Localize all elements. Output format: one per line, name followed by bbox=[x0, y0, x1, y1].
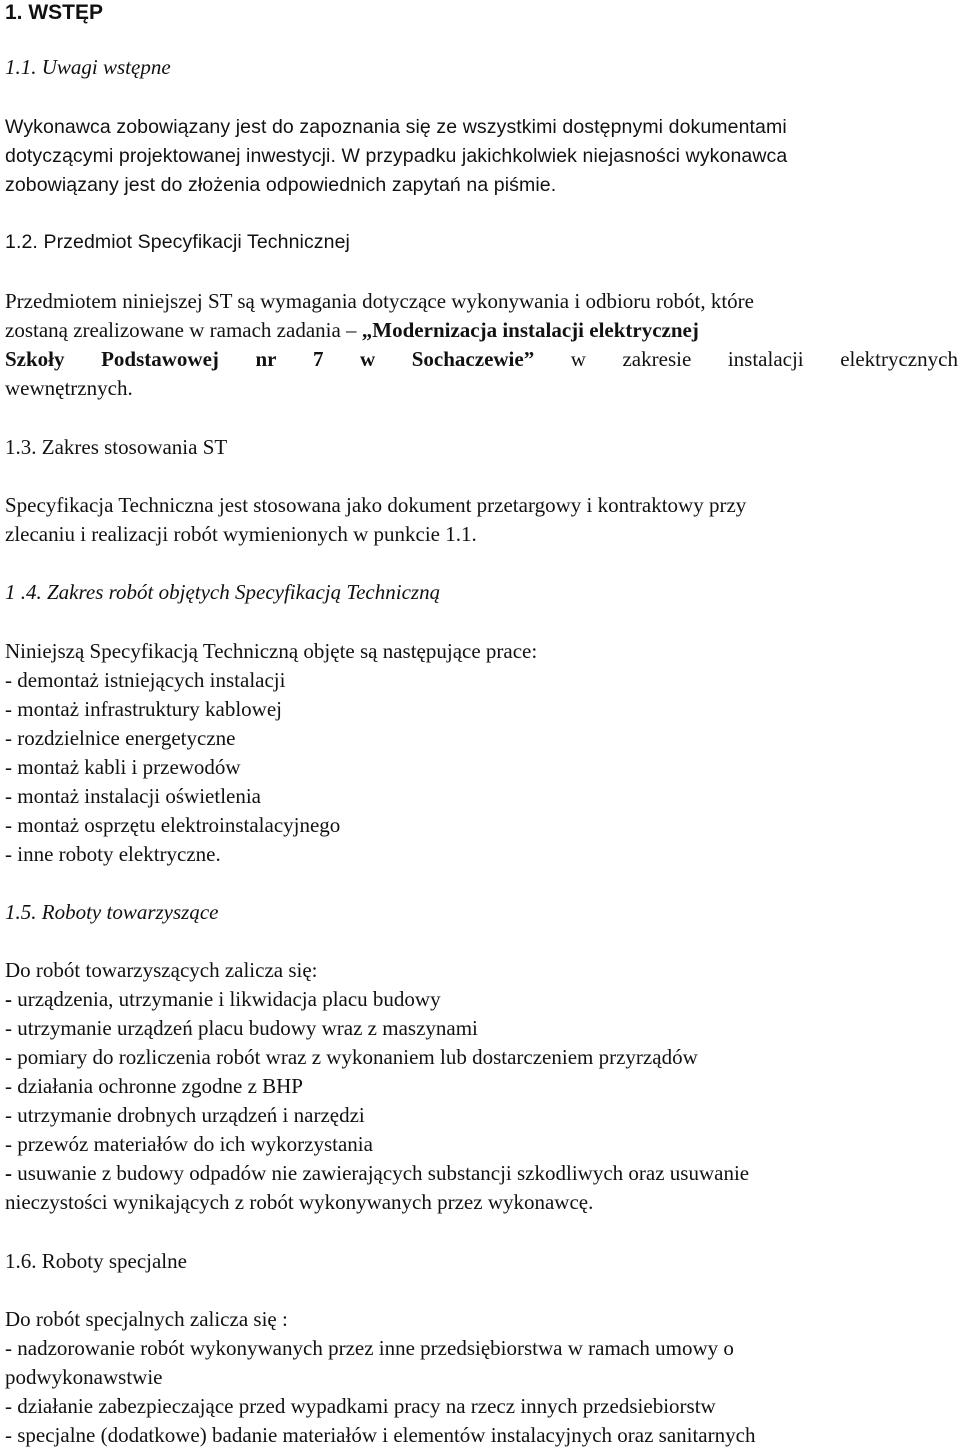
section-1-5-heading bbox=[5, 898, 218, 927]
list-dash: - bbox=[5, 1161, 12, 1185]
project-name-word: Sochaczewie” bbox=[411, 347, 535, 371]
list-item-continuation: nieczystości wynikających z robót wykonywanych przez wykonawcę. bbox=[5, 1190, 594, 1214]
paragraph-line: Specyfikacja Techniczna jest stosowana jako dokument przetargowy i kontraktowy przy bbox=[5, 493, 747, 517]
section-1-2-paragraph bbox=[5, 287, 958, 403]
list-item-text: usuwanie z budowy odpadów nie zawierających substancji szkodliwych oraz usuwanie bbox=[17, 1161, 750, 1185]
list-item-text: działania ochronne zgodne z BHP bbox=[17, 1074, 303, 1098]
project-name-word: nr bbox=[255, 347, 277, 371]
list-item: - demontaż istniejących instalacji bbox=[5, 668, 286, 692]
section-1-4-list bbox=[5, 637, 958, 869]
list-intro: Do robót towarzyszących zalicza się: bbox=[5, 958, 318, 982]
section-number: 1.1. bbox=[5, 55, 37, 79]
list-item-continuation: podwykonawstwie bbox=[5, 1365, 163, 1389]
section-1-3-heading bbox=[5, 433, 227, 462]
paragraph-line: zlecaniu i realizacji robót wymienionych w punkcie 1.1. bbox=[5, 522, 477, 546]
list-item-text: utrzymanie urządzeń placu budowy wraz z maszynami bbox=[17, 1016, 478, 1040]
project-name-word: 7 bbox=[312, 347, 324, 371]
list-item-text: pomiary do rozliczenia robót wraz z wykonaniem lub dostarczeniem przyrządów bbox=[17, 1045, 698, 1069]
line-text: zostaną zrealizowane w ramach zadania – bbox=[5, 318, 362, 342]
section-1-1-heading bbox=[5, 53, 171, 82]
list-item: - pomiary do rozliczenia robót wraz z wykonaniem lub dostarczeniem przyrządów bbox=[5, 1045, 698, 1069]
section-title: Roboty towarzyszące bbox=[41, 900, 219, 924]
list-item: - rozdzielnice energetyczne bbox=[5, 726, 236, 750]
section-1-6-list bbox=[5, 1305, 958, 1450]
paragraph-line: zobowiązany jest do złożenia odpowiednich zapytań na piśmie. bbox=[5, 174, 557, 196]
list-intro: Niniejszą Specyfikacją Techniczną objęte są następujące prace: bbox=[5, 639, 538, 663]
section-title: Zakres stosowania ST bbox=[41, 435, 228, 459]
section-number: 1.5. bbox=[5, 900, 37, 924]
project-name-word: Podstawowej bbox=[101, 347, 219, 371]
section-1-1-paragraph bbox=[5, 113, 958, 200]
project-name-word: Szkoły bbox=[5, 347, 65, 371]
list-item bbox=[5, 1159, 958, 1188]
list-item: - montaż osprzętu elektroinstalacyjnego bbox=[5, 813, 341, 837]
section-number: 1.6. bbox=[5, 1249, 37, 1273]
list-item: - nadzorowanie robót wykonywanych przez inne przedsiębiorstwa w ramach umowy o bbox=[5, 1336, 734, 1360]
project-name-part: „Modernizacja instalacji elektrycznej bbox=[361, 318, 699, 342]
section-number: 1.2. bbox=[5, 231, 38, 253]
chapter-heading: 1. WSTĘP bbox=[5, 1, 104, 24]
paragraph-line: Przedmiotem niniejszej ST są wymagania dotyczące wykonywania i odbioru robót, które bbox=[5, 289, 754, 313]
list-item-text: urządzenia, utrzymanie i likwidacja placu budowy bbox=[17, 987, 441, 1011]
line-word: w bbox=[570, 347, 586, 371]
paragraph-line: dotyczącymi projektowanej inwestycji. W przypadku jakichkolwiek niejasności wykonawca bbox=[5, 145, 788, 167]
section-1-5-list bbox=[5, 956, 958, 1217]
paragraph-line bbox=[5, 316, 958, 345]
paragraph-line: wewnętrznych. bbox=[5, 376, 133, 400]
list-item: - przewóz materiałów do ich wykorzystania bbox=[5, 1132, 373, 1156]
section-title: Przedmiot Specyfikacji Technicznej bbox=[43, 231, 350, 253]
paragraph-line: Wykonawca zobowiązany jest do zapoznania się ze wszystkimi dostępnymi dokumentami bbox=[5, 116, 787, 138]
list-dash: - bbox=[5, 987, 12, 1011]
line-word: zakresie bbox=[622, 347, 692, 371]
section-number: 1 .4. bbox=[5, 580, 42, 604]
list-item: - utrzymanie urządzeń placu budowy wraz z maszynami bbox=[5, 1016, 478, 1040]
list-item bbox=[5, 985, 958, 1014]
paragraph-justified-line bbox=[5, 345, 958, 374]
list-item-text: utrzymanie drobnych urządzeń i narzędzi bbox=[17, 1103, 365, 1127]
line-word: elektrycznych bbox=[840, 347, 958, 371]
list-item-text: przewóz materiałów do ich wykorzystania bbox=[17, 1132, 373, 1156]
list-item: - montaż infrastruktury kablowej bbox=[5, 697, 282, 721]
list-item: - działanie zabezpieczające przed wypadkami pracy na rzecz innych przedsiebiorstw bbox=[5, 1394, 716, 1418]
line-word: instalacji bbox=[727, 347, 804, 371]
list-intro: Do robót specjalnych zalicza się : bbox=[5, 1307, 288, 1331]
section-1-2-heading bbox=[5, 228, 350, 257]
section-title: Roboty specjalne bbox=[41, 1249, 187, 1273]
list-item: - montaż kabli i przewodów bbox=[5, 755, 241, 779]
project-name-word: w bbox=[360, 347, 376, 371]
list-item: - specjalne (dodatkowe) badanie materiałów i elementów instalacyjnych oraz sanitarnych bbox=[5, 1423, 756, 1447]
list-item: - utrzymanie drobnych urządzeń i narzędzi bbox=[5, 1103, 365, 1127]
section-number: 1.3. bbox=[5, 435, 37, 459]
list-item: - działania ochronne zgodne z BHP bbox=[5, 1074, 303, 1098]
section-1-6-heading bbox=[5, 1247, 187, 1276]
section-1-3-paragraph bbox=[5, 491, 958, 549]
section-1-4-heading bbox=[5, 578, 440, 607]
list-item: - montaż instalacji oświetlenia bbox=[5, 784, 261, 808]
list-item: - inne roboty elektryczne. bbox=[5, 842, 221, 866]
section-title: Uwagi wstępne bbox=[41, 55, 171, 79]
section-title: Zakres robót objętych Specyfikacją Techniczną bbox=[47, 580, 441, 604]
